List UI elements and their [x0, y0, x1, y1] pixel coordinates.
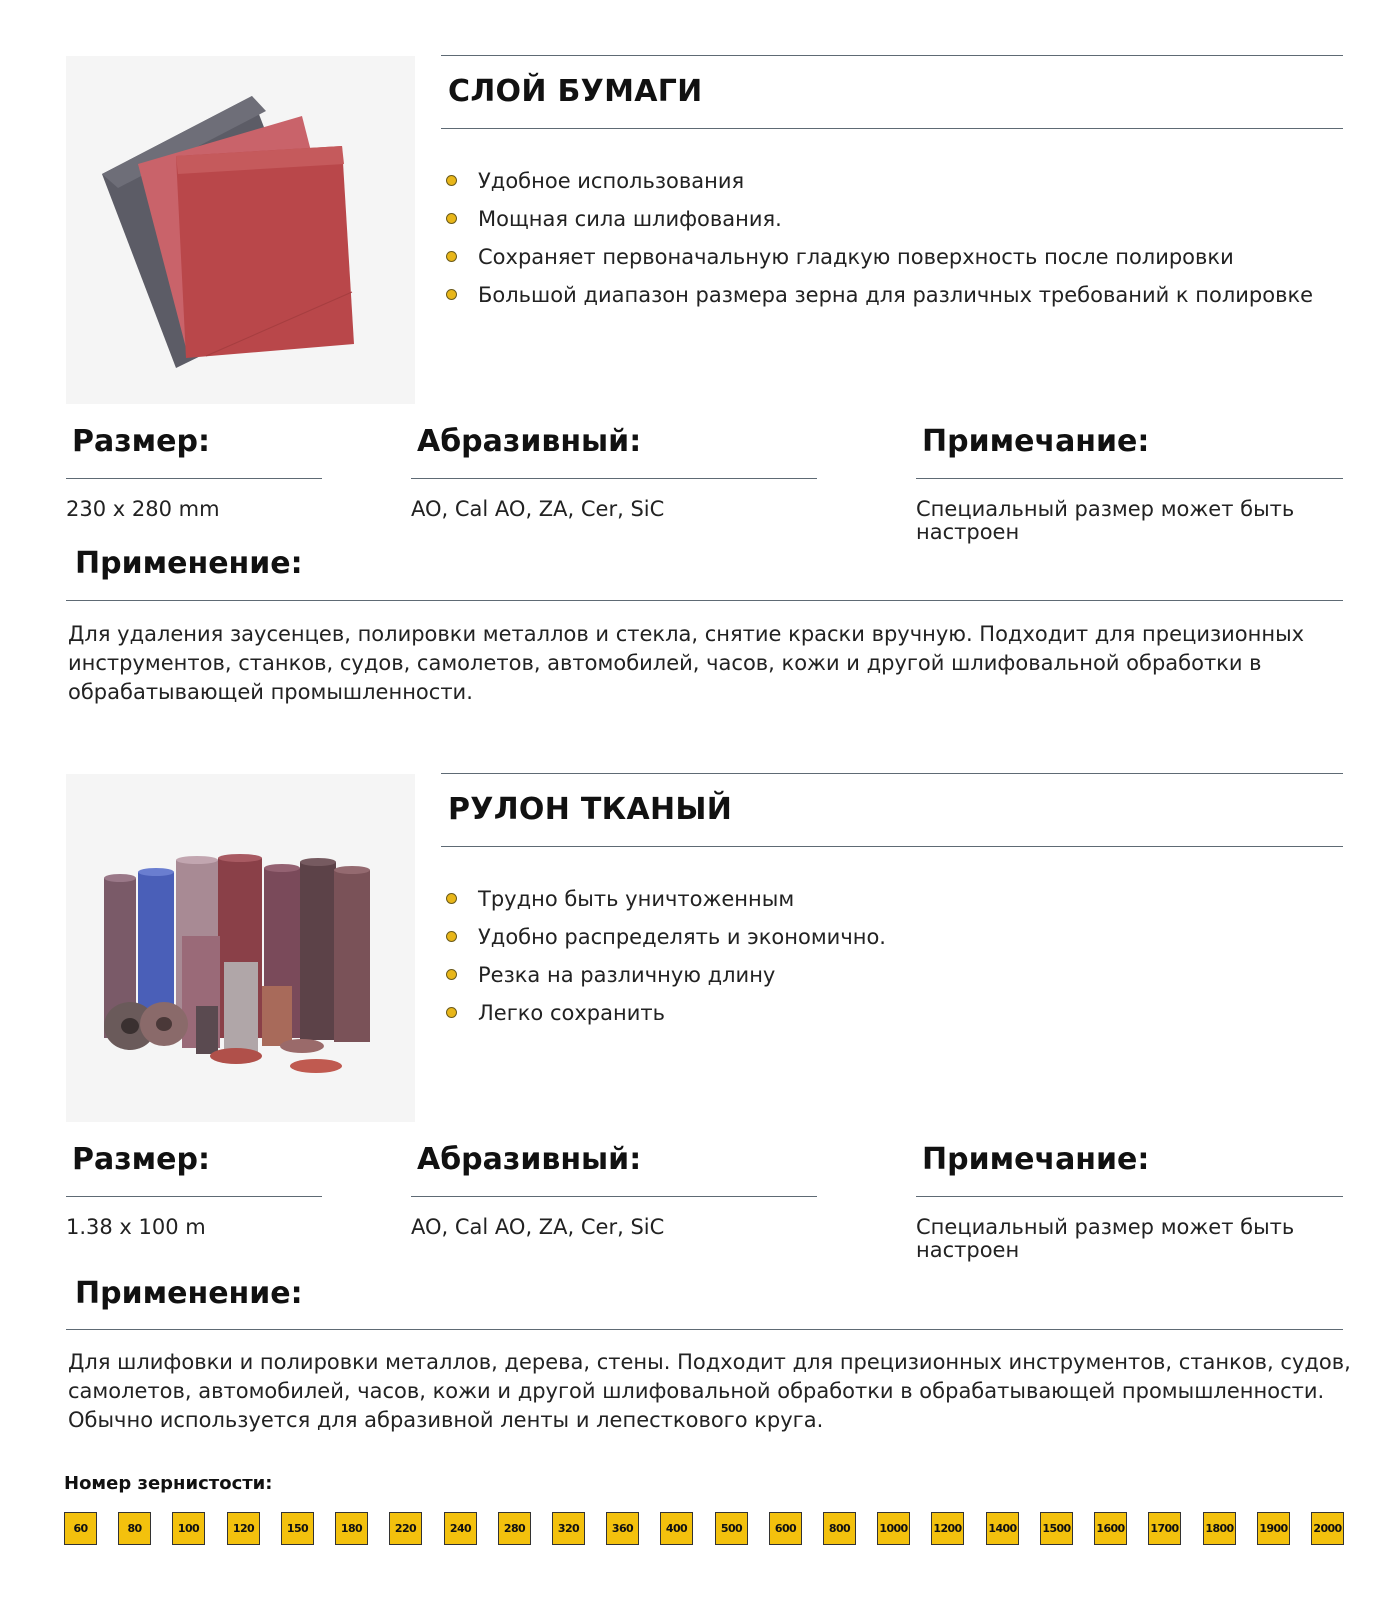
note-value: Специальный размер может быть настроен [916, 1215, 1295, 1262]
grit-badge: 220 [389, 1512, 422, 1545]
grit-badge: 1600 [1094, 1512, 1127, 1545]
abrasive-label: Абразивный: [417, 424, 642, 459]
bullet-dot-icon [446, 969, 457, 980]
size-label: Размер: [72, 1142, 211, 1177]
grit-badge: 1700 [1148, 1512, 1181, 1545]
bullet-dot-icon [446, 213, 457, 224]
grit-badge: 280 [498, 1512, 531, 1545]
grit-badge: 240 [444, 1512, 477, 1545]
grit-badge: 1800 [1203, 1512, 1236, 1545]
size-divider [66, 1196, 322, 1197]
feature-item: Сохраняет первоначальную гладкую поверхность после полировки [446, 238, 1326, 276]
note-value: Специальный размер может быть настроен [916, 497, 1295, 544]
bullet-dot-icon [446, 1007, 457, 1018]
product-image-cloth-rolls [66, 774, 415, 1122]
bullet-dot-icon [446, 289, 457, 300]
note-divider [916, 478, 1343, 479]
grit-title: Номер зернистости: [64, 1473, 273, 1494]
application-text: Для шлифовки и полировки металлов, дерева, стены. Подходит для прецизионных инструментов, станков, судов, самолетов, автомобилей, часов, кожи и другой шлифовальной обработки в обрабатывающей промышленности. Обычно используется для абразивной ленты и лепесткового круга. [68, 1350, 1351, 1432]
grit-badge: 1400 [986, 1512, 1019, 1545]
product-title-block [441, 773, 1343, 847]
grit-badge: 320 [552, 1512, 585, 1545]
feature-item: Легко сохранить [446, 994, 1326, 1032]
size-value: 230 x 280 mm [66, 497, 220, 521]
grit-badge: 120 [227, 1512, 260, 1545]
feature-item: Резка на различную длину [446, 956, 1326, 994]
abrasive-value: AO, Cal AO, ZA, Cer, SiC [411, 1215, 665, 1239]
abrasive-divider [411, 1196, 817, 1197]
grit-badge: 150 [281, 1512, 314, 1545]
feature-list [446, 880, 1326, 1032]
grit-badge: 80 [118, 1512, 151, 1545]
bullet-dot-icon [446, 931, 457, 942]
size-value: 1.38 x 100 m [66, 1215, 206, 1239]
application-divider [66, 600, 1343, 601]
grit-badge: 500 [715, 1512, 748, 1545]
grit-badge: 1900 [1257, 1512, 1290, 1545]
abrasive-label: Абразивный: [417, 1142, 642, 1177]
abrasive-value: AO, Cal AO, ZA, Cer, SiC [411, 497, 665, 521]
bullet-dot-icon [446, 251, 457, 262]
grit-badge: 800 [823, 1512, 856, 1545]
bullet-dot-icon [446, 893, 457, 904]
feature-list [446, 162, 1326, 314]
grit-badge: 1500 [1040, 1512, 1073, 1545]
grit-badge: 600 [769, 1512, 802, 1545]
bullet-dot-icon [446, 175, 457, 186]
size-label: Размер: [72, 424, 211, 459]
grit-badge: 60 [64, 1512, 97, 1545]
product-title: СЛОЙ БУМАГИ [448, 74, 703, 109]
product-title-block [441, 55, 1343, 129]
grit-badge: 1000 [877, 1512, 910, 1545]
product-title: РУЛОН ТКАНЫЙ [448, 792, 733, 827]
application-divider [66, 1329, 1343, 1330]
application-text: Для удаления заусенцев, полировки металлов и стекла, снятие краски вручную. Подходит для прецизионных инструментов, станков, судов, самолетов, автомобилей, часов, кожи и другой шлифовальной обработки в обрабатывающей промышленности. [68, 622, 1305, 704]
size-divider [66, 478, 322, 479]
feature-item: Большой диапазон размера зерна для различных требований к полировке [446, 276, 1326, 314]
note-label: Примечание: [922, 1142, 1150, 1177]
grit-badge: 1200 [931, 1512, 964, 1545]
application-label: Применение: [75, 546, 303, 581]
feature-item: Трудно быть уничтоженным [446, 880, 1326, 918]
product-image-sandpaper-sheets [66, 56, 415, 404]
grit-badge: 2000 [1311, 1512, 1344, 1545]
grit-list [64, 1512, 1344, 1546]
feature-item: Удобно распределять и экономично. [446, 918, 1326, 956]
grit-badge: 180 [335, 1512, 368, 1545]
abrasive-divider [411, 478, 817, 479]
application-label: Применение: [75, 1276, 303, 1311]
note-divider [916, 1196, 1343, 1197]
grit-badge: 360 [606, 1512, 639, 1545]
feature-item: Мощная сила шлифования. [446, 200, 1326, 238]
grit-badge: 400 [660, 1512, 693, 1545]
feature-item: Удобное использования [446, 162, 1326, 200]
grit-badge: 100 [172, 1512, 205, 1545]
note-label: Примечание: [922, 424, 1150, 459]
